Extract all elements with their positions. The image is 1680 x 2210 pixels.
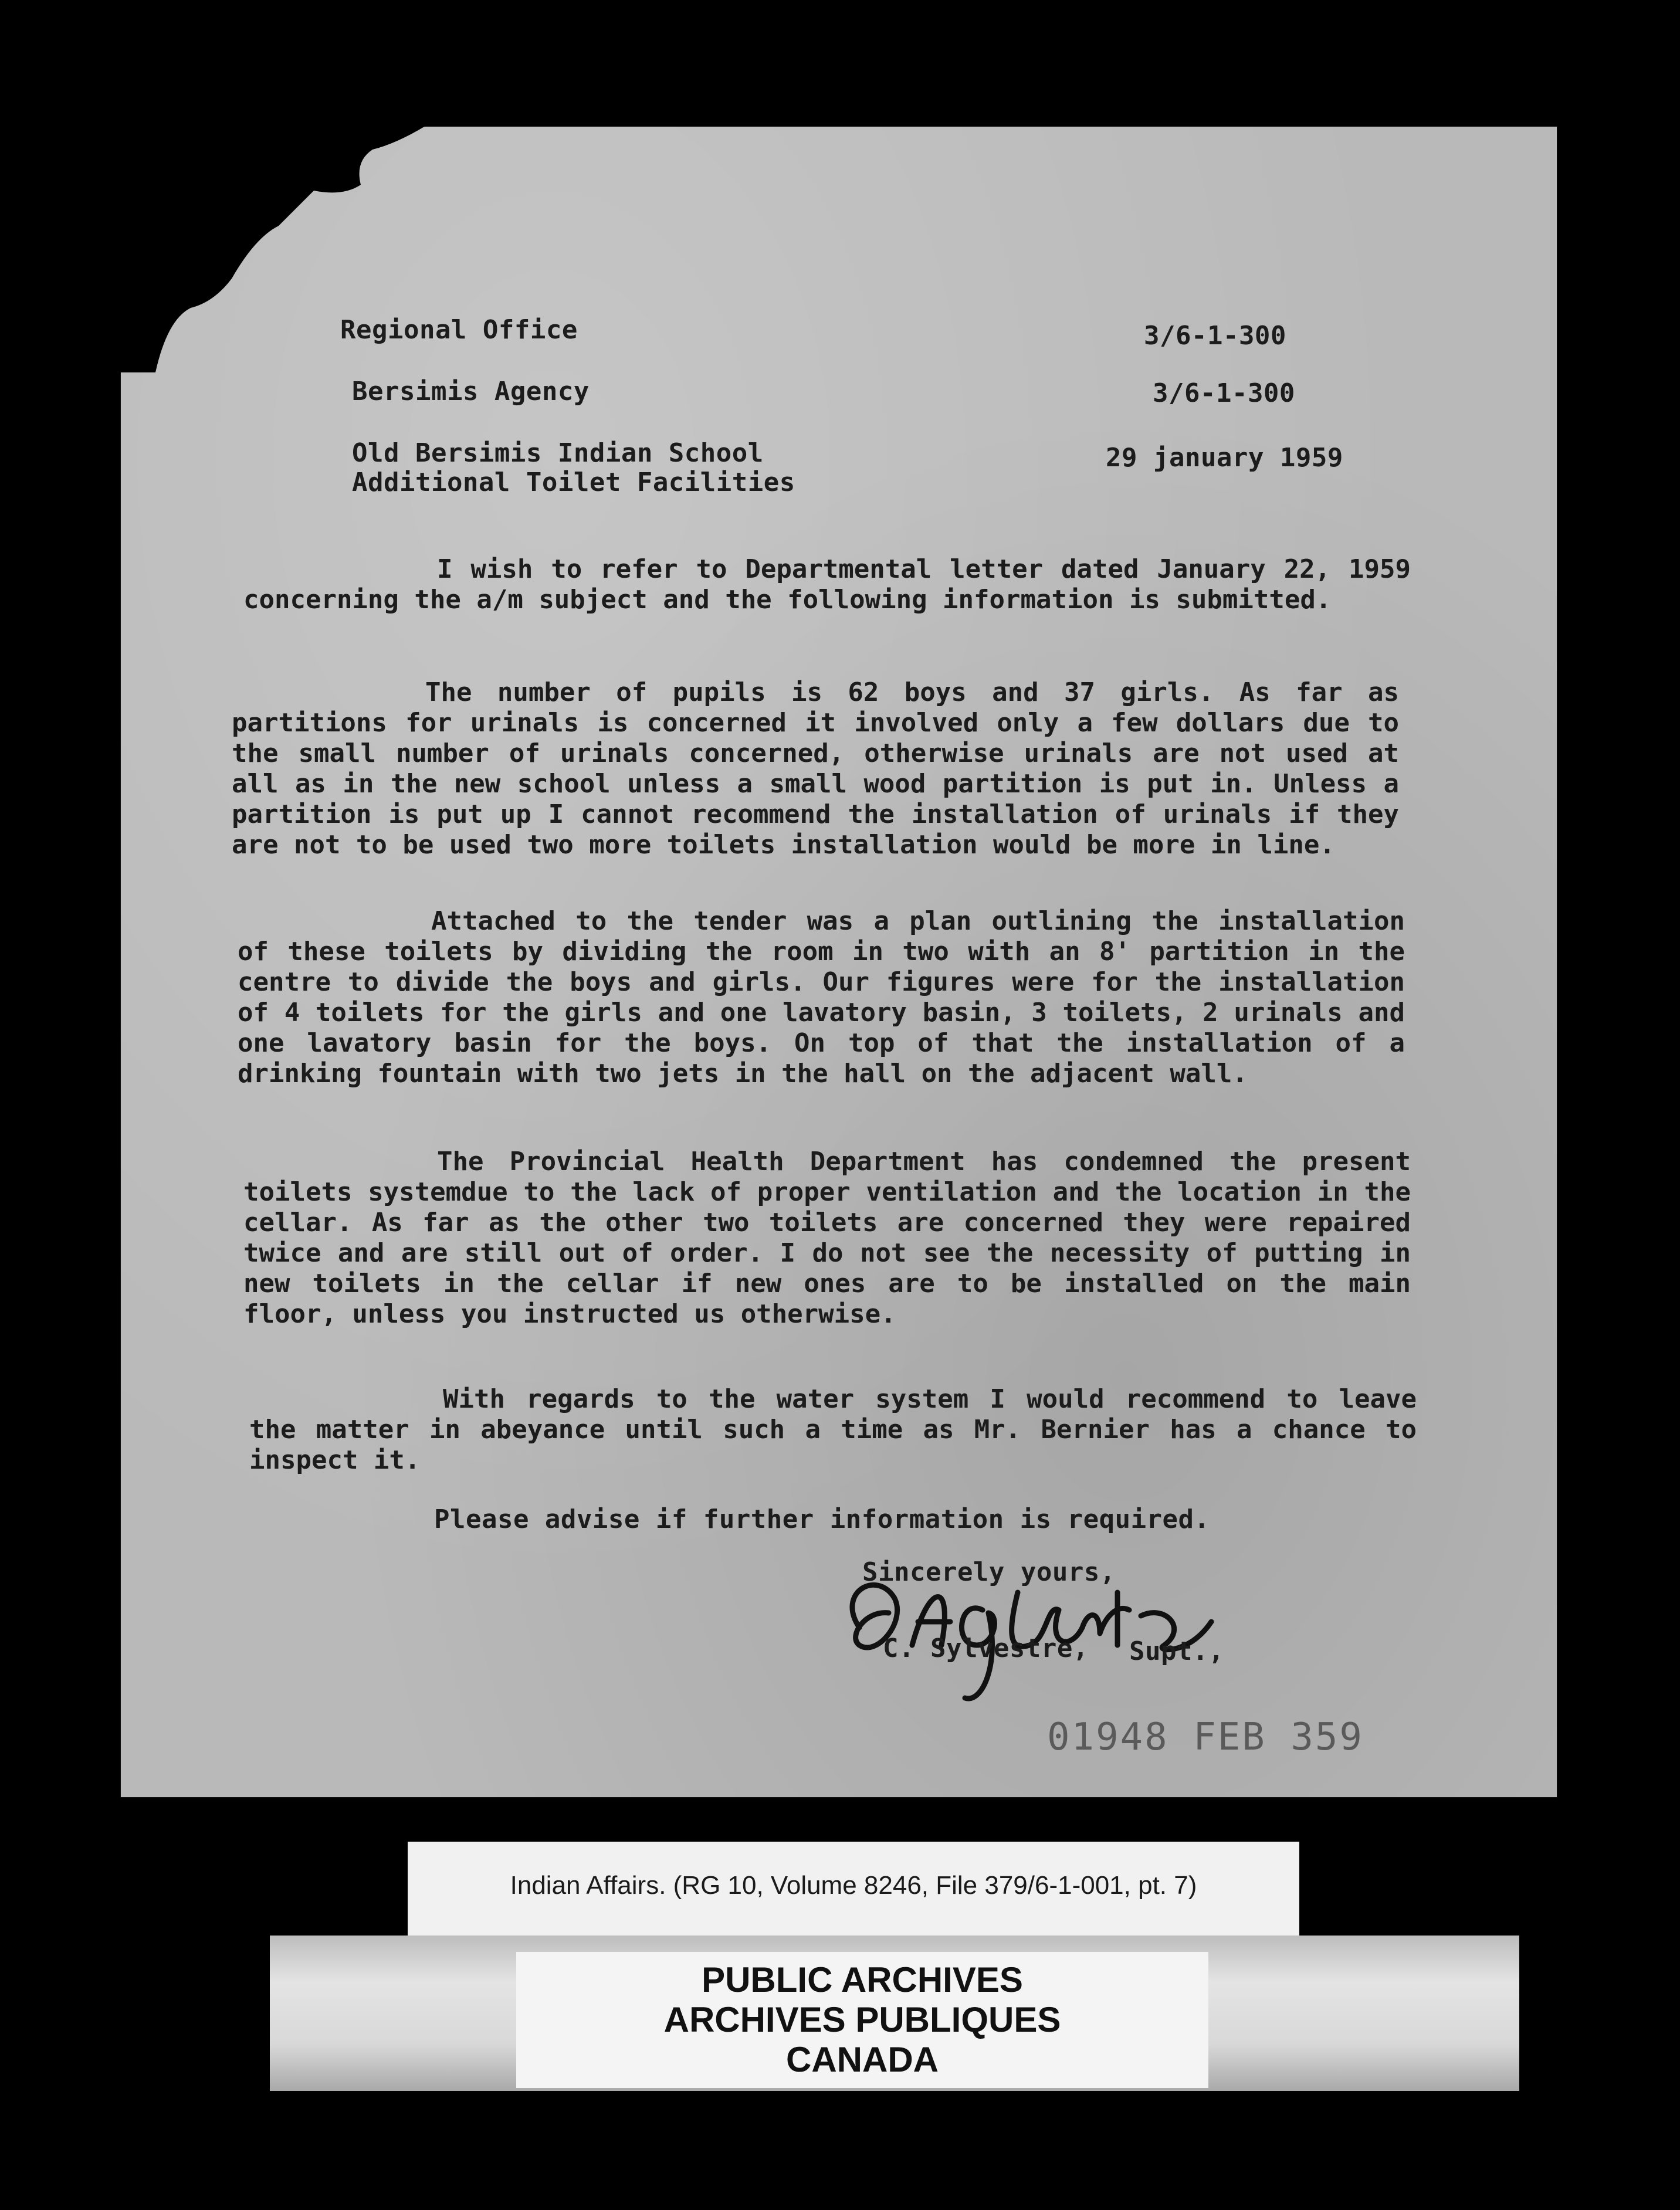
archive-line-1: PUBLIC ARCHIVES [702,1960,1023,1999]
received-date-stamp: 01948 FEB 359 [1047,1716,1364,1759]
paragraph-5: With regards to the water system I would recommend to leave the matter in abeyance until such a time as Mr. Bernier has a chance to inspect it. [249,1384,1417,1475]
archive-stamp-label [516,1952,1208,2088]
archive-reference-label [408,1842,1299,1941]
letter-sheet [120,126,1557,1798]
addressee: Regional Office [340,315,578,345]
file-number-2: 3/6-1-300 [1153,378,1295,408]
signer-name: C. Sylvestre, [883,1633,1089,1663]
signer-title: Supt., [1129,1636,1224,1666]
paragraph-1: I wish to refer to Departmental letter dated January 22, 1959 concerning the a/m subject and the following information is submitted. [243,554,1411,615]
closing: Sincerely yours, [862,1557,1116,1587]
paragraph-6: Please advise if further information is required. [434,1504,1210,1534]
paragraph-3: Attached to the tender was a plan outlining the installation of these toilets by dividing the room in two with an 8' partition in the centre to divide the boys and girls. Our figures were for the installation of 4 toilets for the girls and one lavatory basin, 3 toilets, 2 urinals and one lavatory basin for the boys. On top of that the installation of a drinking fountain with two jets in the hall on the adjacent wall. [238,906,1405,1089]
subject-line-1: Old Bersimis Indian School [352,438,764,468]
paragraph-4: The Provincial Health Department has condemned the present toilets systemdue to the lack of proper ventilation and the location in the cellar. As far as the other two toilets are concerned they were repaired twice and are still out of order. I do not see the necessity of putting in new toilets in the cellar if new ones are to be installed on the main floor, unless you instructed us otherwise. [243,1147,1411,1329]
letter-date: 29 january 1959 [1106,443,1343,473]
file-number-1: 3/6-1-300 [1144,321,1286,351]
archive-reference-text: Indian Affairs. (RG 10, Volume 8246, File 379/6-1-001, pt. 7) [510,1871,1197,1900]
sender-agency: Bersimis Agency [352,377,590,406]
subject-line-2: Additional Toilet Facilities [352,467,795,497]
paragraph-2: The number of pupils is 62 boys and 37 girls. As far as partitions for urinals is concerned it involved only a few dollars due to the small number of urinals concerned, otherwise urinals are not used at all as in the new school unless a small wood partition is put in. Unless a partition is put up I cannot recommend the installation of urinals if they are not to be used two more toilets installation would be more in line. [232,677,1399,860]
archive-line-3: CANADA [786,2040,939,2079]
archive-line-2: ARCHIVES PUBLIQUES [663,2000,1061,2039]
